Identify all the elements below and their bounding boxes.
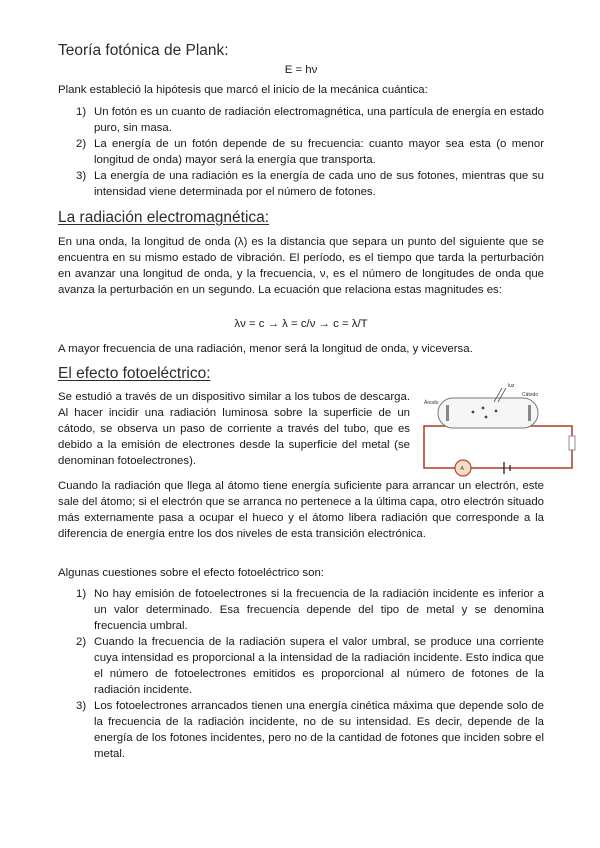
list-text: La energía de un fotón depende de su frecuencia: cuanto mayor sea esta (o menor longitud de onda) mayor será la energía que transporta. <box>94 138 544 166</box>
resistor <box>569 436 575 450</box>
list-number: 2) <box>76 138 87 150</box>
list-item <box>58 168 544 200</box>
electron <box>485 416 488 419</box>
list-number: 1) <box>76 588 87 600</box>
list-item <box>58 698 544 762</box>
list-text: Los fotoelectrones arrancados tienen una energía cinética máxima que depende solo de la frecuencia de la radiación incidente, no de su intensidad. Es decir, depende de la energía de los fotones incidentes, pero no de la cantidad de fotones que inciden sobre el metal. <box>94 700 544 760</box>
list-text: Cuando la frecuencia de la radiación supera el valor umbral, se produce una corriente cuya intensidad es proporcional a la intensidad de la radiación incidente. Esto indica que el número de fotoelectrones emitidos es proporcional al número de fotones de la radiación incidente. <box>94 636 544 696</box>
discharge-tube <box>438 398 538 428</box>
anode-plate <box>528 405 531 421</box>
radiation-closing: A mayor frecuencia de una radiación, menor será la longitud de onda, y viceversa. <box>58 343 473 355</box>
list-number: 2) <box>76 636 87 648</box>
list-number: 3) <box>76 700 87 712</box>
equation-wave: λν = c → λ = c/ν → c = λ/T <box>234 318 368 330</box>
list-item <box>58 136 544 168</box>
photoelectric-list <box>58 586 544 762</box>
section-title-photoelectric: El efecto fotoeléctrico: <box>58 365 211 382</box>
photoelectric-para1: Se estudió a través de un dispositivo similar a los tubos de descarga. Al hacer incidir una radiación luminosa sobre la superficie de un cátodo, se observa un paso de corriente a través del tubo, que es debido a la emisión de electrones desde la superficie del metal (se denominan fotoelectrones). <box>58 391 410 467</box>
photoelectric-diagram <box>418 380 578 480</box>
radiation-paragraph: En una onda, la longitud de onda (λ) es la distancia que separa un punto del siguiente que se encuentra en su mismo estado de vibración. El período, es el tiempo que tarda la perturbación en avanzar una longitud de onda, y la frecuencia, ν, es el número de longitudes de onda que avanza la perturbación en un segundo. La ecuación que relaciona estas magnitudes es: <box>58 236 544 296</box>
list-item <box>58 104 544 136</box>
intro-paragraph: Plank estableció la hipótesis que marcó el inicio de la mecánica cuántica: <box>58 84 428 96</box>
list-number: 1) <box>76 106 87 118</box>
list-text: La energía de una radiación es la energía de cada uno de sus fotones, mientras que su intensidad viene determinada por el número de fotones. <box>94 170 544 198</box>
electron <box>482 407 485 410</box>
photoelectric-para2: Cuando la radiación que llega al átomo tiene energía suficiente para arrancar un electrón, este sale del átomo; si el electrón que se arranca no pertenece a la última capa, otro electrón situado más externamente pasa a ocupar el hueco y el átomo libera radiación que corresponde a la diferencia de energía entre los dos niveles de esta transición electrónica. <box>58 480 544 540</box>
section-title-radiation: La radiación electromagnética: <box>58 209 270 226</box>
light-label: luz <box>508 383 515 389</box>
circuit-wire <box>424 426 572 468</box>
electron <box>495 410 498 413</box>
cathode-plate <box>446 405 449 421</box>
list-text: No hay emisión de fotoelectrones si la frecuencia de la radiación incidente es inferior a un valor determinado. Esa frecuencia depende del tipo de metal y se denomina frecuencia umbral. <box>94 588 544 632</box>
anode-label: Cátodo <box>522 392 539 398</box>
list-number: 3) <box>76 170 87 182</box>
list-item <box>58 586 544 634</box>
cathode-label: Ánodo <box>424 400 439 406</box>
ammeter-label: A <box>460 466 464 472</box>
section-title-plank: Teoría fotónica de Plank: <box>58 42 229 59</box>
photoelectric-lead: Algunas cuestiones sobre el efecto fotoeléctrico son: <box>58 567 324 579</box>
equation-plank: E = hν <box>284 64 318 76</box>
list-item <box>58 634 544 698</box>
plank-list <box>58 104 544 200</box>
electron <box>472 411 475 414</box>
list-text: Un fotón es un cuanto de radiación electromagnética, una partícula de energía en estado puro, sin masa. <box>94 106 544 134</box>
